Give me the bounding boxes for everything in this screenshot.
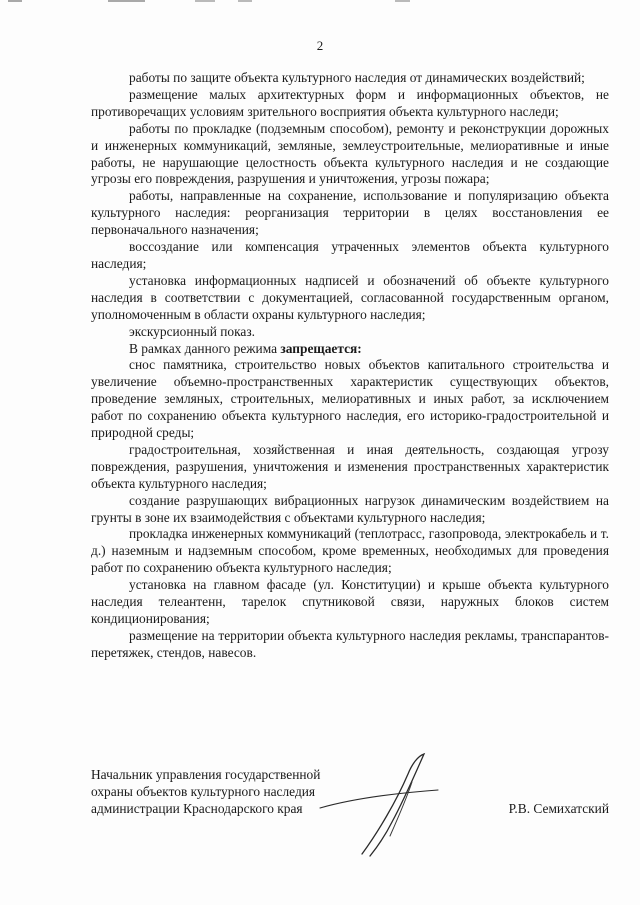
- paragraph-facade-installations: установка на главном фасаде (ул. Конституции) и крыше объекта культурного наследия телеантенн, тарелок спутниковой связи, наружных блоков систем кондиционирования;: [91, 577, 609, 626]
- signatory-position-line: охраны объектов культурного наследия: [91, 784, 316, 799]
- paragraph-laying-works: работы по прокладке (подземным способом), ремонту и реконструкции дорожных и инженерных коммуникаций, земляные, землеустроительные, мелиоративные и иные работы, не нарушающие целостность объекта культурного наследия и не создающие угрозы его повреждения, разрушения и уничтожения, угрозы пожара;: [91, 120, 609, 187]
- paragraph-reconstruction: воссоздание или компенсация утраченных элементов объекта культурного наследия;: [91, 239, 609, 271]
- scan-edge-marks: [0, 0, 640, 6]
- paragraph-excursion: экскурсионный показ.: [129, 323, 255, 339]
- paragraph-prohibited-heading: [91, 341, 609, 358]
- paragraph-info-signs: установка информационных надписей и обозначений об объекте культурного наследия в соответствии с документацией, согласованной государственным органом, уполномоченным в области охраны культурного наследия;: [91, 272, 609, 322]
- signatory-position: [91, 766, 391, 817]
- paragraph-threatening-activity: градостроительная, хозяйственная и иная деятельность, создающая угрозу повреждения, разрушения, уничтожения и изменения пространственных характеристик объекта культурного наследия;: [91, 441, 609, 491]
- signatory-position-line: администрации Краснодарского края: [91, 801, 303, 816]
- paragraph-dynamic-protection: работы по защите объекта культурного наследия от динамических воздействий;: [129, 70, 585, 85]
- paragraph-vibration: создание разрушающих вибрационных нагрузок динамическим воздействием на грунты в зоне их взаимодействия с объектами культурного наследия;: [91, 492, 609, 525]
- paragraph-preservation-works: работы, направленные на сохранение, использование и популяризацию объекта культурного наследия: реорганизация территории в целях восстановления ее первоначального назначения;: [91, 188, 609, 238]
- paragraph-demolition: снос памятника, строительство новых объектов капитального строительства и увеличение объемно-пространственных характеристик существующих объектов, проведение земляных, строительных, мелиоративных и иных работ, за исключением работ по сохранению объекта культурного наследия, его историко-градостроительной и природной среды;: [91, 357, 609, 441]
- prohibited-intro: В рамках данного режима: [129, 340, 281, 356]
- paragraph-advertising: размещение на территории объекта культурного наследия рекламы, транспарантов-перетяжек, стендов, навесов.: [91, 627, 609, 660]
- signatory-name: Р.В. Семихатский: [508, 801, 609, 816]
- prohibited-label: запрещается:: [280, 340, 362, 356]
- signature-block: [91, 766, 609, 817]
- paragraph-small-forms: размещение малых архитектурных форм и информационных объектов, не противоречащих условиям зрительного восприятия объекта культурного наследи;: [91, 86, 609, 119]
- paragraph-utilities: прокладка инженерных коммуникаций (теплотрасс, газопровода, электрокабель и т. д.) наземным и надземным способом, кроме временных, необходимых для проведения работ по сохранению объекта культурного наследия;: [91, 526, 609, 576]
- signatory-position-line: Начальник управления государственной: [91, 767, 321, 782]
- document-body: [91, 70, 609, 662]
- page-number: 2: [316, 38, 324, 53]
